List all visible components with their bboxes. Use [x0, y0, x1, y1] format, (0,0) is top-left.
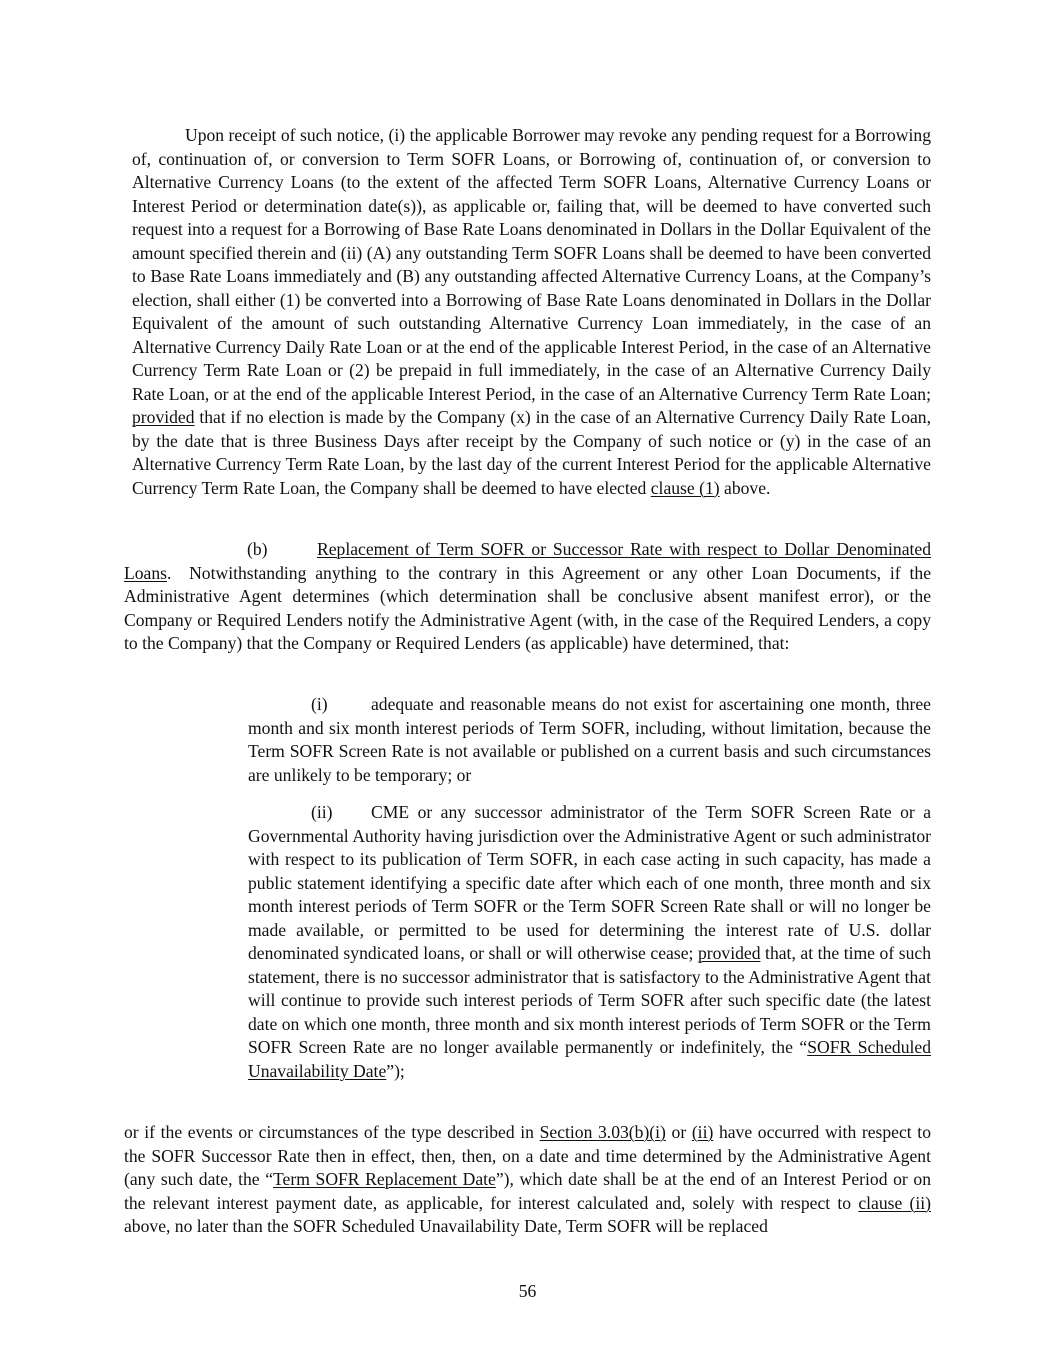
paragraph-revocation-notice	[132, 124, 931, 500]
clause-1-reference: clause (1)	[650, 477, 720, 498]
text-span: ”);	[386, 1060, 405, 1081]
text-span: or	[665, 1122, 692, 1142]
clause-ii-reference: (ii)	[691, 1122, 714, 1142]
list-item-number: (ii)	[311, 802, 333, 822]
text-span: CME or any successor administrator of the Term SOFR Screen Rate or a Governmental Authority having jurisdiction over the Administrative Agent or such administrator with respect to its publication of Term SOFR, in each case acting in such capacity, has made a public statement identifying a specific date after which each of one month, three month and six month interest periods of Term SOFR or the Term SOFR Screen Rate shall or will no longer be made available, or permitted to be used for determining the interest rate of U.S. dollar denominated syndicated loans, or shall or will otherwise cease;	[248, 802, 931, 963]
section-b-label: (b)	[247, 539, 268, 559]
list-item-i	[248, 693, 931, 787]
text-span: above.	[719, 477, 771, 498]
text-span: or if the events or circumstances of the type described in	[124, 1122, 540, 1142]
clause-ii-reference: clause (ii)	[858, 1192, 932, 1213]
text-span: ”), which date shall be at the end of an Interest Period or on the relevant interest payment date, as applicable, for interest calculated and, solely with respect to	[124, 1169, 931, 1213]
text-span: Notwithstanding anything to the contrary in this Agreement or any other Loan Documents, if the Administrative Agent determines (which determination shall be conclusive absent manifest error), or the Company or Required Lenders notify the Administrative Agent (with, in the case of the Required Lenders, a copy to the Company) that the Company or Required Lenders (as applicable) have determined, that:	[124, 562, 936, 653]
section-b-heading: Replacement of Term SOFR or Successor Rate with respect to Dollar Denominated Loans	[124, 539, 931, 583]
list-item-ii	[248, 801, 931, 1083]
text-span: above, no later than the SOFR Scheduled Unavailability Date, Term SOFR will be replaced	[124, 1216, 768, 1236]
text-span: that if no election is made by the Company (x) in the case of an Alternative Currency Daily Rate Loan, by the date that is three Business Days after receipt by the Company of such notice or (y) in the case of an Alternative Currency Term Rate Loan, by the last day of the current Interest Period for the applicable Alternative Currency Term Rate Loan, the Company shall be deemed to have elected	[132, 407, 931, 498]
list-item-number: (i)	[311, 694, 328, 714]
provided-term: provided	[697, 943, 761, 963]
section-b-paragraph	[124, 538, 936, 656]
text-span: have occurred with respect to the SOFR Successor Rate then in effect, then, then, on a date and time determined by the Administrative Agent (any such date, the “	[124, 1122, 931, 1189]
page-number: 56	[518, 1281, 537, 1301]
paragraph-replacement-date	[124, 1121, 931, 1239]
text-span: .	[167, 562, 172, 583]
text-span: that, at the time of such statement, there is no successor administrator that is satisfactory to the Administrative Agent that will continue to provide such interest periods of Term SOFR after such specific date (the latest date on which one month, three month and six month interest periods of Term SOFR or the Term SOFR Screen Rate are no longer available permanently or indefinitely, the “	[248, 943, 931, 1057]
list-item-text: adequate and reasonable means do not exist for ascertaining one month, three month and six month interest periods of Term SOFR, including, without limitation, because the Term SOFR Screen Rate is not available or published on a current basis and such circumstances are unlikely to be temporary; or	[248, 694, 931, 785]
provided-term: provided	[132, 407, 195, 427]
defined-term-sofr-unavailability: SOFR Scheduled Unavailability Date	[248, 1037, 932, 1081]
defined-term-replacement-date: Term SOFR Replacement Date	[273, 1169, 496, 1189]
section-reference-link: Section 3.03(b)(i)	[539, 1122, 666, 1142]
text-span: Upon receipt of such notice, (i) the applicable Borrower may revoke any pending request for a Borrowing of, continuation of, or conversion to Term SOFR Loans, or Borrowing of, continuation of, or conversion to Alternative Currency Loans (to the extent of the affected Term SOFR Loans, Alternative Currency Loans or Interest Period or determination date(s)), as applicable or, failing that, will be deemed to have converted such request into a request for a Borrowing of Base Rate Loans denominated in Dollars in the Dollar Equivalent of the amount specified therein and (ii) (A) any outstanding Term SOFR Loans shall be deemed to have been converted to Base Rate Loans immediately and (B) any outstanding affected Alternative Currency Loans, at the Company’s election, shall either (1) be converted into a Borrowing of Base Rate Loans denominated in Dollars in the Dollar Equivalent of the amount of such outstanding Alternative Currency Loan immediately, in the case of an Alternative Currency Daily Rate Loan or at the end of the applicable Interest Period, in the case of an Alternative Currency Term Rate Loan or (2) be prepaid in full immediately, in the case of an Alternative Currency Daily Rate Loan, or at the end of the applicable Interest Period, in the case of an Alternative Currency Term Rate Loan;	[132, 125, 931, 404]
